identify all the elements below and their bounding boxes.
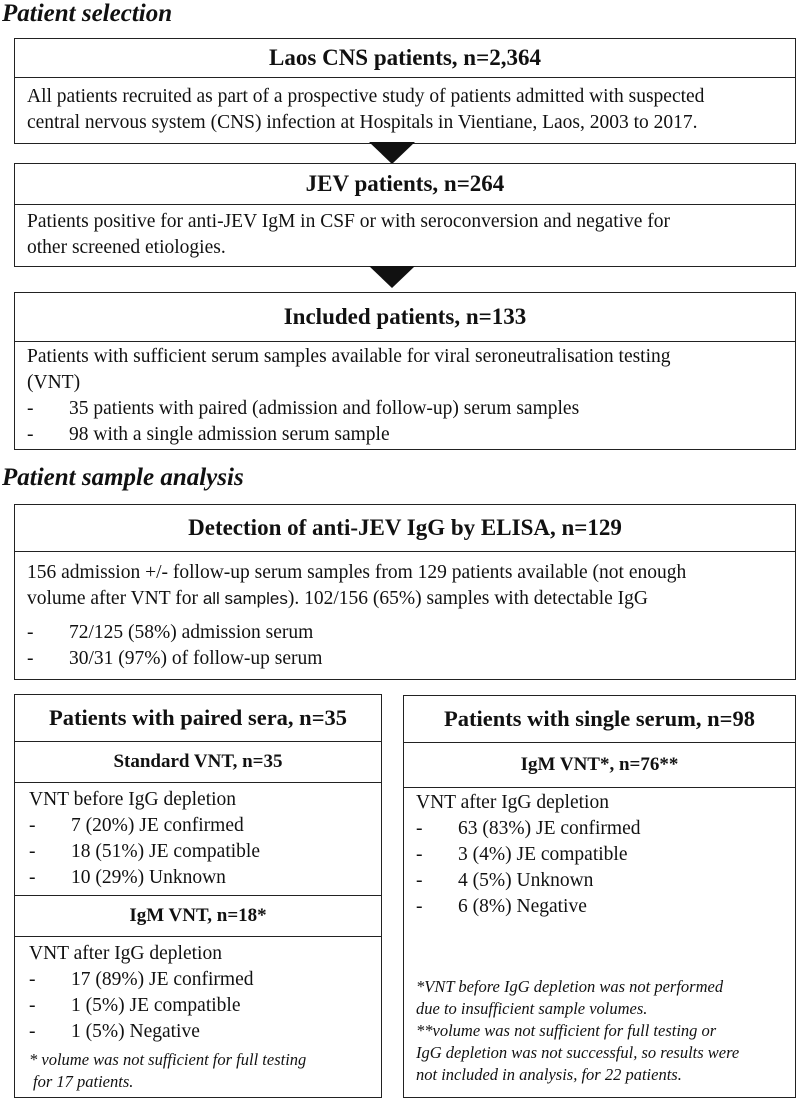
list-item: - 72/125 (58%) admission serum: [27, 622, 314, 643]
included-patients-heading: Included patients, n=133: [15, 293, 795, 342]
laos-cns-patients-description: [15, 78, 795, 142]
single-serum-heading: Patients with single serum, n=98: [404, 696, 795, 743]
elisa-box: [14, 504, 796, 680]
description-line: Patients positive for anti-JEV IgM in CSF or with seroconversion and negative for: [27, 211, 671, 232]
elisa-heading: Detection of anti-JEV IgG by ELISA, n=129: [15, 505, 795, 552]
included-patients-description: [15, 342, 795, 454]
paired-sera-box: [14, 694, 382, 1098]
description-line: other screened etiologies.: [27, 237, 226, 258]
description-line: (VNT): [27, 372, 81, 393]
list-item: - 6 (8%) Negative: [416, 896, 587, 917]
list-item: - 3 (4%) JE compatible: [416, 844, 628, 865]
jev-patients-description: [15, 205, 795, 267]
list-item: - 30/31 (97%) of follow-up serum: [27, 648, 323, 669]
footnote: *VNT before IgG depletion was not performed due to insufficient sample volumes. **volume was not sufficient for full testing or IgG depletion was not successful, so results were not included in analysis, for 22 patients.: [416, 977, 740, 1084]
list-item: - 10 (29%) Unknown: [29, 867, 226, 888]
list-item: - 98 with a single admission serum sample: [27, 424, 390, 445]
footnote: * volume was not sufficient for full testing for 17 patients.: [29, 1050, 307, 1091]
laos-cns-patients-box: [14, 38, 796, 144]
single-serum-box: [403, 695, 796, 1098]
list-item: - 1 (5%) JE compatible: [29, 995, 241, 1016]
description-line: central nervous system (CNS) infection at Hospitals in Vientiane, Laos, 2003 to 2017.: [27, 112, 698, 133]
list-item: - 35 patients with paired (admission and follow-up) serum samples: [27, 398, 580, 419]
description-line: 156 admission +/- follow-up serum samples from 129 patients available (not enough: [27, 562, 687, 583]
list-item: - 4 (5%) Unknown: [416, 870, 594, 891]
jev-patients-heading: JEV patients, n=264: [15, 164, 795, 205]
list-item: - 17 (89%) JE confirmed: [29, 969, 254, 990]
standard-vnt-heading: Standard VNT, n=35: [15, 742, 381, 783]
patient-sample-analysis-title: Patient sample analysis: [2, 464, 244, 491]
description-line: volume after VNT for all samples). 102/156 (65%) samples with detectable IgG: [27, 588, 648, 609]
list-item: - 18 (51%) JE compatible: [29, 841, 260, 862]
standard-vnt-results: VNT before IgG depletion - 7 (20%) JE confirmed - 18 (51%) JE compatible - 10 (29%) Unknown: [15, 783, 381, 896]
list-item: - 1 (5%) Negative: [29, 1021, 200, 1042]
included-patients-box: [14, 292, 796, 450]
list-item: - 63 (83%) JE confirmed: [416, 818, 641, 839]
paired-sera-heading: Patients with paired sera, n=35: [15, 695, 381, 742]
igm-vnt-single-heading: IgM VNT*, n=76**: [404, 743, 795, 788]
laos-cns-patients-heading: Laos CNS patients, n=2,364: [15, 39, 795, 78]
igm-vnt-heading: IgM VNT, n=18*: [15, 896, 381, 937]
igm-vnt-results: VNT after IgG depletion - 17 (89%) JE confirmed - 1 (5%) JE compatible - 1 (5%) Negative * volume was not sufficient for full testing for 17 patients.: [15, 937, 381, 1097]
jev-patients-box: [14, 163, 796, 267]
igm-vnt-single-results: VNT after IgG depletion - 63 (83%) JE confirmed - 3 (4%) JE compatible - 4 (5%) Unknown - 6 (8%) Negative: [404, 788, 795, 924]
description-line: Patients with sufficient serum samples available for viral seroneutralisation testing: [27, 346, 671, 367]
list-item: - 7 (20%) JE confirmed: [29, 815, 244, 836]
flow-arrow-down: [369, 142, 415, 164]
elisa-description: [15, 552, 795, 678]
flow-arrow-down: [369, 266, 415, 288]
patient-selection-title: Patient selection: [2, 0, 173, 27]
description-line: All patients recruited as part of a prospective study of patients admitted with suspected: [27, 86, 705, 107]
